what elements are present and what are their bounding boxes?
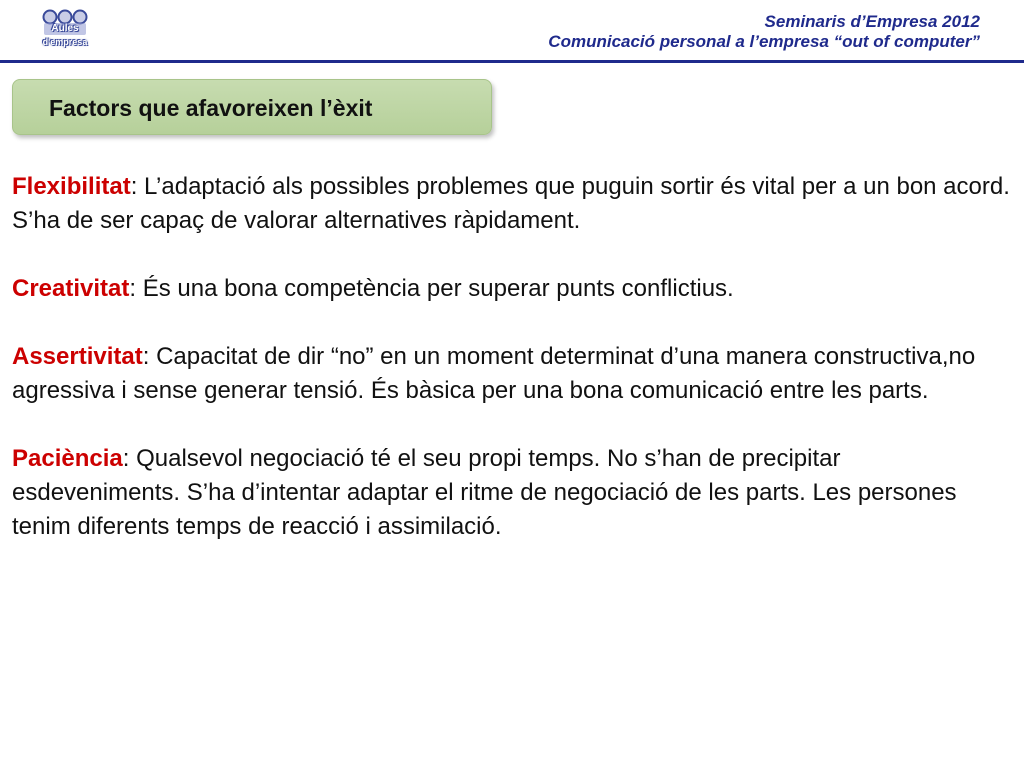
slide-title: Factors que afavoreixen l’èxit: [49, 95, 373, 121]
factor-term: Paciència: [12, 445, 123, 472]
factor-description: : L’adaptació als possibles problemes que puguin sortir és vital per a un bon acord. S’ha de ser capaç de valorar alternatives ràpidament.: [12, 173, 1010, 234]
header: [548, 12, 980, 52]
aules-empresa-logo: [36, 8, 94, 52]
factor-term: Creativitat: [12, 275, 130, 302]
factor-description: : És una bona competència per superar punts conflictius.: [129, 275, 734, 302]
factor-term: Flexibilitat: [12, 173, 131, 200]
logo-text-aules: Aules: [51, 23, 79, 34]
header-subtitle: Comunicació personal a l’empresa “out of computer”: [548, 32, 980, 51]
factor-description: : Capacitat de dir “no” en un moment determinat d’una manera constructiva,no agressiva i sense generar tensió. És bàsica per una bona comunicació entre les parts.: [12, 343, 976, 404]
factor-paragraph: [12, 340, 1012, 408]
logo-text-empresa: d'empresa: [42, 37, 88, 47]
factor-term: Assertivitat: [12, 343, 143, 370]
title-box: [12, 79, 492, 135]
header-title: Seminaris d’Empresa 2012: [764, 12, 980, 31]
header-divider: [0, 60, 1024, 63]
factor-paragraph: [12, 442, 1012, 544]
factor-description: : Qualsevol negociació té el seu propi temps. No s’han de precipitar esdeveniments. S’ha d’intentar adaptar el ritme de negociació de les parts. Les persones tenim diferents temps de reacció i assimilació.: [12, 445, 957, 540]
content-body: [12, 170, 1012, 578]
factor-paragraph: [12, 272, 1012, 306]
factor-paragraph: [12, 170, 1012, 238]
